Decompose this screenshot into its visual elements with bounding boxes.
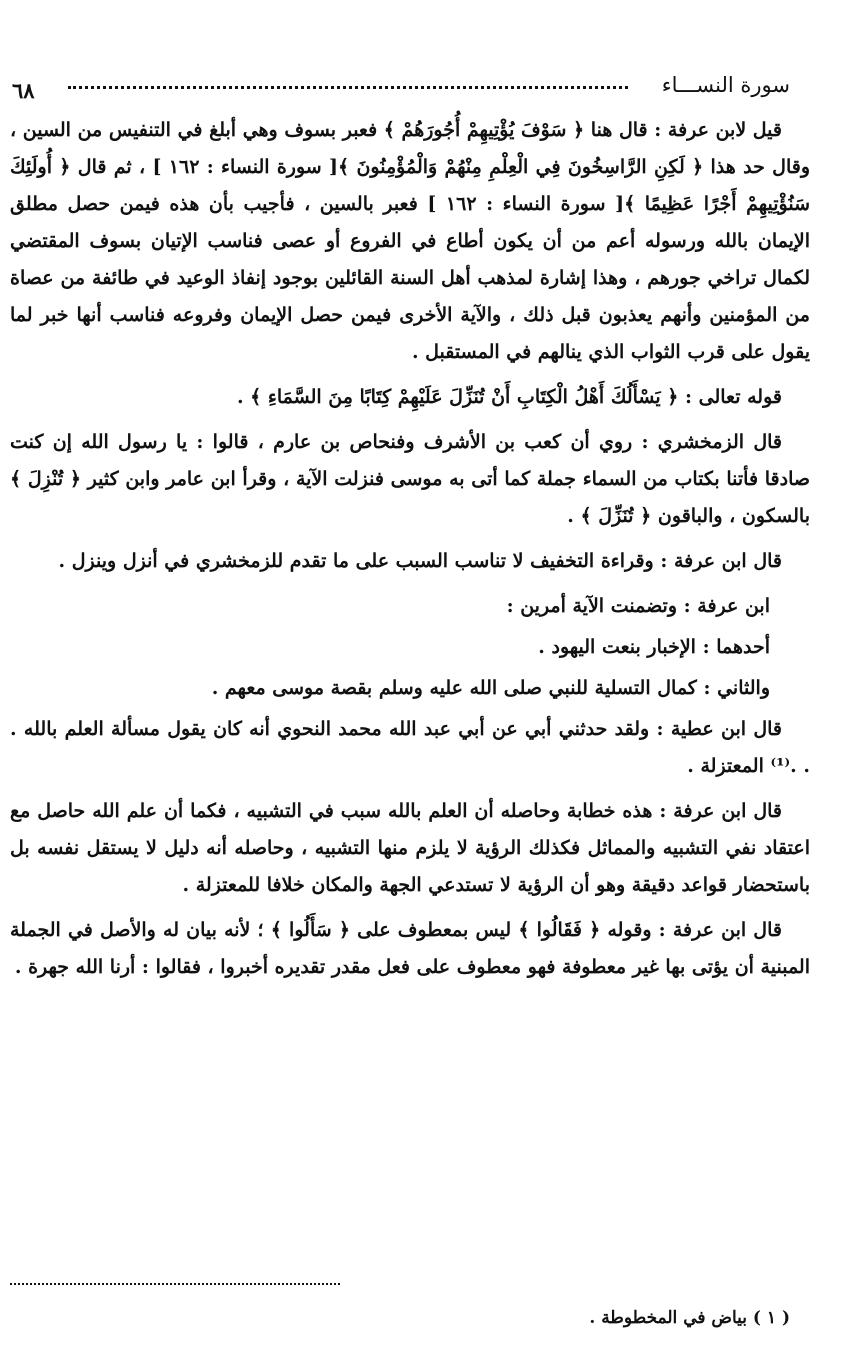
paragraph: قال ابن عرفة : وقوله ﴿ فَقَالُوا ﴾ ليس بمعطوف على ﴿ سَأَلُوا ﴾ ؛ لأنه بيان له والأصل في الجملة المبنية أن يؤتى بها غير معطوفة فهو معطوف على فعل مقدر تقديره أخبروا ، فقالوا : أرنا الله جهرة .: [10, 919, 810, 978]
footnote: ( ١ ) بياض في المخطوطة .: [589, 1308, 790, 1328]
surah-title: سورة النســـاء: [661, 73, 790, 97]
footnote-separator: [10, 1283, 340, 1285]
book-page: [10, 0, 810, 1372]
header-dotted-rule: [68, 86, 628, 89]
paragraph: قال الزمخشري : روي أن كعب بن الأشرف وفنحاص بن عارم ، قالوا : يا رسول الله إن كنت صادقا فأتنا بكتاب من السماء جملة كما أتى به موسى فنزلت الآية ، وقرأ ابن عامر وابن كثير ﴿ تُنْزِلَ ﴾ بالسكون ، والباقون ﴿ تُنَزِّلَ ﴾ .: [10, 431, 810, 527]
paragraph: ابن عرفة : وتضمنت الآية أمرين :: [506, 595, 770, 617]
paragraph: قيل لابن عرفة : قال هنا ﴿ سَوْفَ يُؤْتِيهِمْ أُجُورَهُمْ ﴾ فعبر بسوف وهي أبلغ في التنفيس من السين ، وقال حد هذا ﴿ لَكِنِ الرَّاسِخُونَ فِي الْعِلْمِ مِنْهُمْ وَالْمُؤْمِنُونَ ﴾[ سورة النساء : ١٦٢ ] ، ثم قال ﴿ أُولَئِكَ سَنُؤْتِيهِمْ أَجْرًا عَظِيمًا ﴾[ سورة النساء : ١٦٢ ] فعبر بالسين ، فأجيب بأن هذه فيمن حصل مطلق الإيمان بالله ورسوله أعم من أن يكون أطاع في الفروع أو عصى فناسب الإتيان بسوف المقتضي لكمال تراخي جورهم ، وهذا إشارة لمذهب أهل السنة القائلين بوجود إنفاذ الوعيد في طائفة من عصاة من المؤمنين وأنهم يعذبون قبل ذلك ، والآية الأخرى فيمن حصل الإيمان وفروعه فناسب أنها خبر لما يقول على قرب الثواب الذي ينالهم في المستقبل .: [10, 119, 810, 363]
page-body: [10, 112, 810, 994]
paragraph: قال ابن عطية : ولقد حدثني أبي عن أبي عبد الله محمد النحوي أنه كان يقول مسألة العلم بالله . . .⁽¹⁾ المعتزلة .: [10, 718, 810, 777]
page-header: [10, 68, 810, 104]
paragraph: والثاني : كمال التسلية للنبي صلى الله عليه وسلم بقصة موسى معهم .: [211, 677, 770, 699]
paragraph: أحدهما : الإخبار بنعت اليهود .: [538, 636, 770, 658]
paragraph: قال ابن عرفة : وقراءة التخفيف لا تناسب السبب على ما تقدم للزمخشري في أنزل وينزل .: [58, 550, 782, 572]
page-number: ٦٨: [12, 78, 35, 103]
paragraph: قال ابن عرفة : هذه خطابة وحاصله أن العلم بالله سبب في التشبيه ، فكما أن علم الله حاصل مع اعتقاد نفي التشبيه والمماثل فكذلك الرؤية لا يلزم منها التشبيه ، وحاصله أنه دليل لا يستقل نفسه بل باستحضار قواعد دقيقة وهو أن الرؤية لا تستدعي الجهة والمكان خلافا للمعتزلة .: [10, 800, 810, 896]
paragraph: قوله تعالى : ﴿ يَسْأَلُكَ أَهْلُ الْكِتَابِ أَنْ تُنَزِّلَ عَلَيْهِمْ كِتَابًا مِنَ السَّمَاءِ ﴾ .: [236, 386, 782, 408]
